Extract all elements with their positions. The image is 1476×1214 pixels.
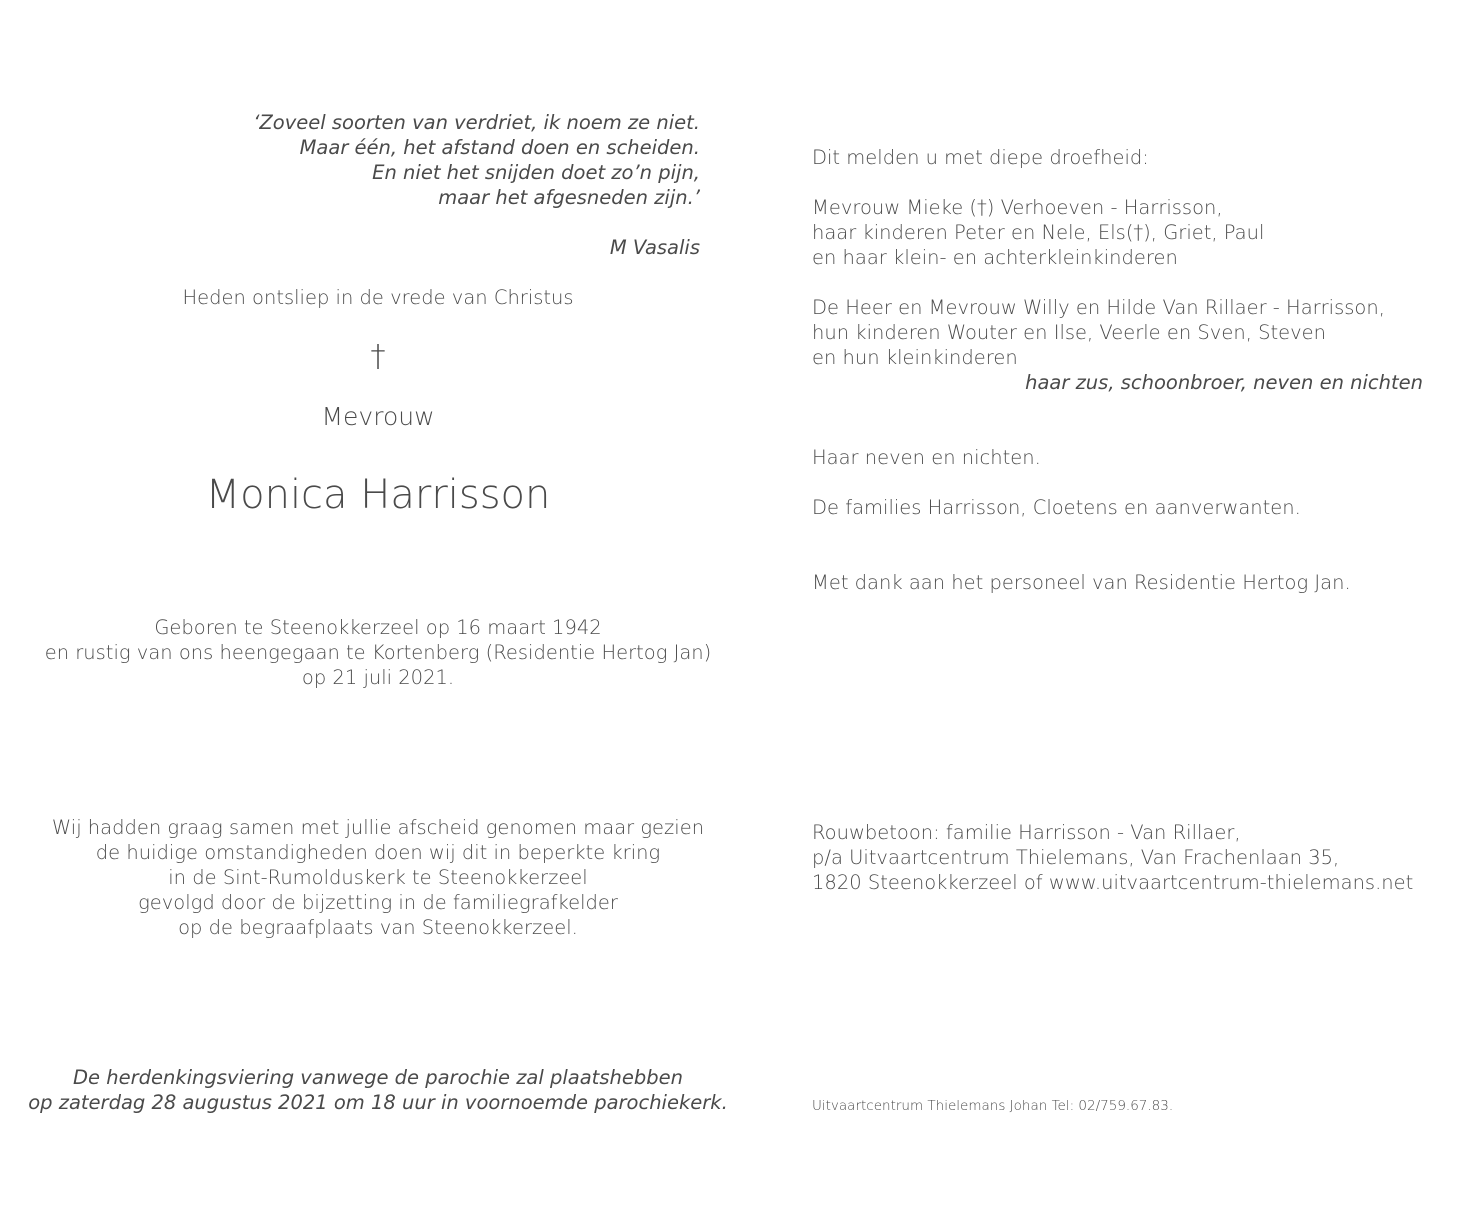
- funeral-home-footer: Uitvaartcentrum Thielemans Johan Tel: 02/759.67.83.: [812, 1098, 1174, 1114]
- deceased-name: Monica Harrisson: [205, 472, 551, 518]
- quote-line: ‘Zoveel soorten van verdriet, ik noem ze niet.: [253, 111, 700, 134]
- ceremony-line: Wij hadden graag samen met jullie afscheid genomen maar gezien: [51, 816, 705, 839]
- family-line: De Heer en Mevrouw Willy en Hilde Van Rillaer - Harrisson,: [812, 296, 1385, 319]
- address-line: Rouwbetoon: familie Harrisson - Van Rillaer,: [812, 821, 1241, 844]
- family-block-2-relation: haar zus, schoonbroer, neven en nichten: [1025, 371, 1423, 394]
- ceremony-line: op de begraafplaats van Steenokkerzeel.: [178, 916, 578, 939]
- memorial-line: De herdenkingsviering vanwege de parochie zal plaatshebben: [73, 1066, 683, 1089]
- quote-line: En niet het snijden doet zo’n pijn,: [372, 161, 700, 184]
- ceremony-line: in de Sint-Rumolduskerk te Steenokkerzeel: [168, 866, 588, 889]
- mourners-intro: Dit melden u met diepe droefheid:: [812, 146, 1149, 169]
- memorial-service: [0, 1065, 756, 1115]
- quote-author: M Vasalis: [609, 236, 700, 259]
- family-block-1: [812, 195, 1264, 270]
- family-line: hun kinderen Wouter en Ilse, Veerle en Sven, Steven: [812, 321, 1327, 344]
- birth-death-details: [0, 615, 756, 690]
- family-block-2: [812, 295, 1385, 370]
- quote-line: maar het afgesneden zijn.’: [438, 186, 700, 209]
- family-line: haar kinderen Peter en Nele, Els(†), Griet, Paul: [812, 221, 1265, 244]
- family-line: en haar klein- en achterkleinkinderen: [812, 246, 1178, 269]
- cross-icon: †: [370, 339, 386, 374]
- detail-line: Geboren te Steenokkerzeel op 16 maart 1942: [154, 616, 602, 639]
- address-line: p/a Uitvaartcentrum Thielemans, Van Frachenlaan 35,: [812, 846, 1340, 869]
- announcement-intro: Heden ontsliep in de vrede van Christus: [182, 286, 574, 309]
- detail-line: op 21 juli 2021.: [301, 666, 455, 689]
- poem-quote: [100, 110, 700, 210]
- thanks-line: Met dank aan het personeel van Residentie Hertog Jan.: [812, 571, 1351, 594]
- ceremony-line: de huidige omstandigheden doen wij dit in beperkte kring: [95, 841, 661, 864]
- condolence-address: [812, 820, 1413, 895]
- nephews-nieces: Haar neven en nichten.: [812, 446, 1041, 469]
- address-line: 1820 Steenokkerzeel of www.uitvaartcentrum-thielemans.net: [812, 871, 1414, 894]
- detail-line: en rustig van ons heengegaan te Kortenberg (Residentie Hertog Jan): [44, 641, 712, 664]
- salutation: Mevrouw: [321, 402, 435, 431]
- ceremony-details: [0, 815, 756, 940]
- ceremony-line: gevolgd door de bijzetting in de familiegrafkelder: [138, 891, 618, 914]
- memorial-line: op zaterdag 28 augustus 2021 om 18 uur in voornoemde parochiekerk.: [28, 1091, 728, 1114]
- families-line: De families Harrisson, Cloetens en aanverwanten.: [812, 496, 1301, 519]
- quote-line: Maar één, het afstand doen en scheiden.: [299, 136, 700, 159]
- family-line: Mevrouw Mieke (†) Verhoeven - Harrisson,: [812, 196, 1223, 219]
- family-line: en hun kleinkinderen: [812, 346, 1018, 369]
